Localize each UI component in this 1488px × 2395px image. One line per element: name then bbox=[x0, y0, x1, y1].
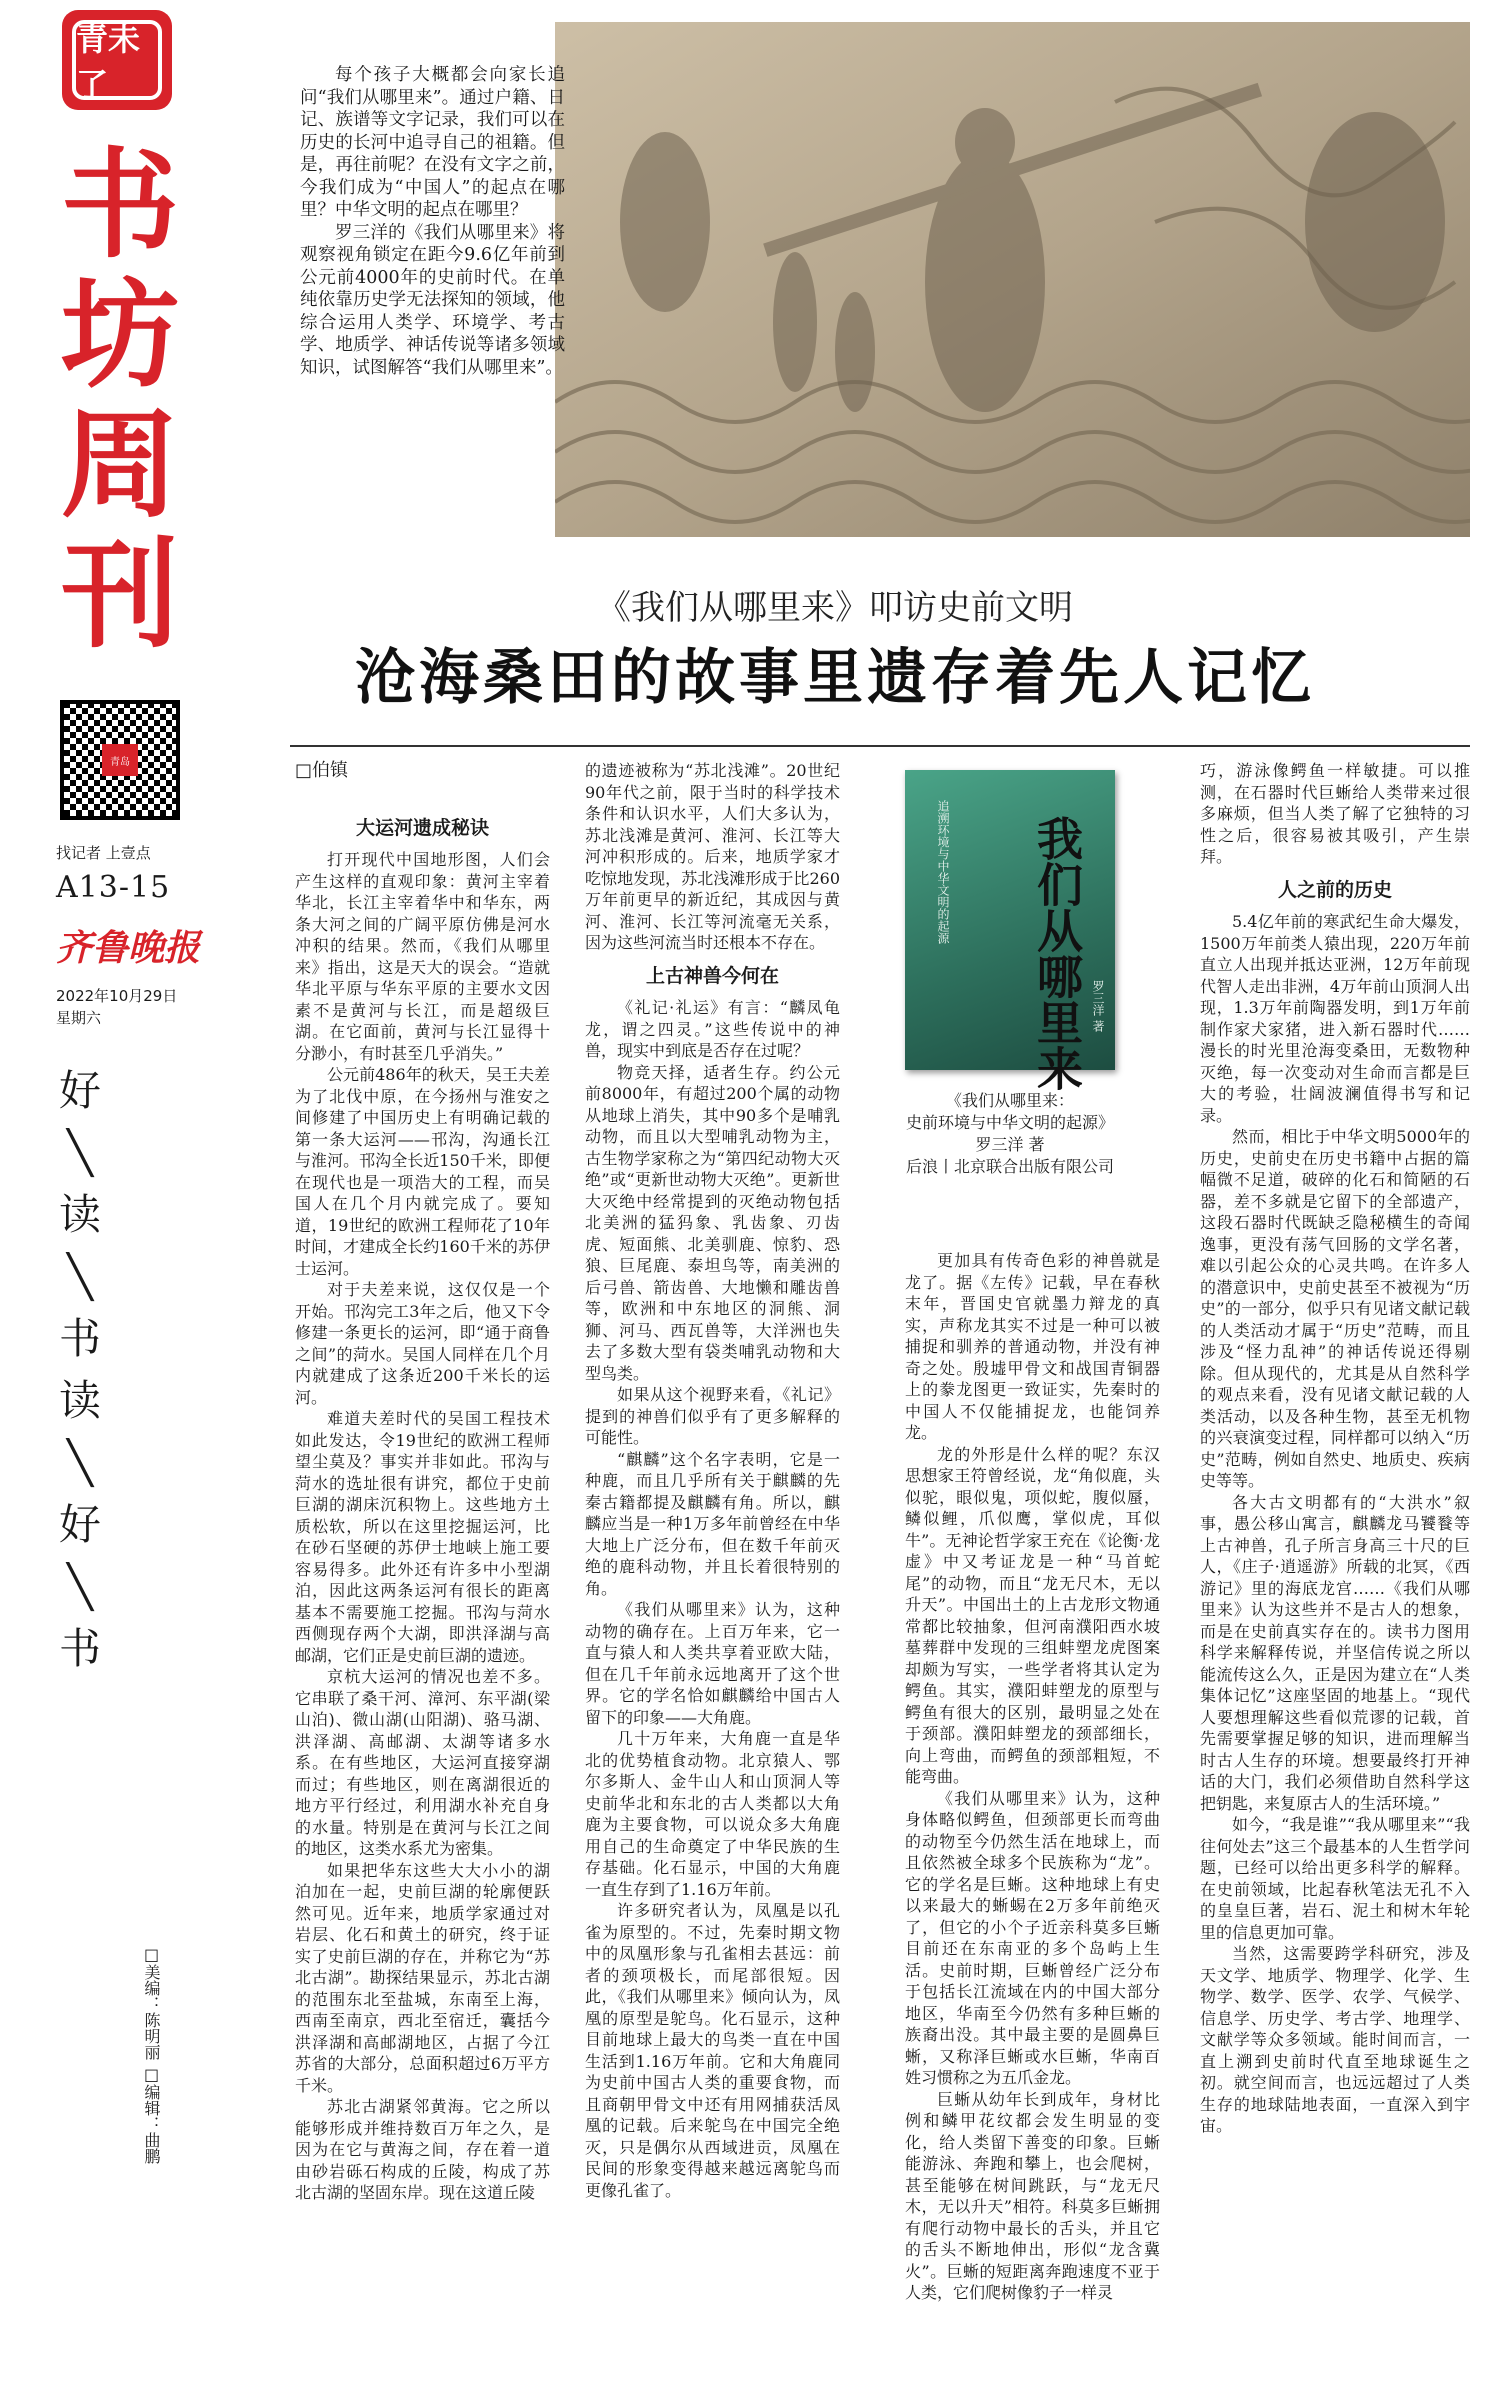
book-cover-subtitle: 追溯环境与中华文明的起源 bbox=[936, 800, 950, 944]
paragraph: 的遗迹被称为“苏北浅滩”。20世纪90年代之前，限于当时的科学技术条件和认识水平，人们大多认为，苏北浅滩是黄河、淮河、长江等大河冲积形成的。后来，地质学家才吃惊地发现，苏北浅滩形成于比260万年前更早的新近纪，其成因与黄河、淮河、长江等河流毫无关系，因为这些河流当时还根本不存在。 bbox=[585, 761, 840, 952]
title-char: 坊 bbox=[60, 266, 179, 404]
article-column-1 bbox=[295, 760, 550, 2204]
paragraph: 对于夫差来说，这仅仅是一个开始。邗沟完工3年之后，他又下令修建一条更长的运河，即“通于商鲁之间”的菏水。吴国人同样在几个月内就建成了这条近200千米长的运河。 bbox=[295, 1280, 550, 1407]
issue-weekday: 星期六 bbox=[56, 1009, 102, 1027]
book-cover-author: 罗三洋 著 bbox=[1091, 980, 1105, 1032]
qr-center-label: 青岛 bbox=[102, 744, 138, 776]
slogan: 好 ╲ 读 ╲ 书 读 ╲ 好 ╲ 书 bbox=[58, 1066, 101, 1673]
article-column-2 bbox=[585, 760, 840, 2201]
newspaper-name: 齐鲁晚报 bbox=[56, 927, 201, 969]
article-kicker: 《我们从哪里来》叩访史前文明 bbox=[597, 588, 1073, 628]
paragraph: 巨蜥从幼年长到成年，身材比例和鳞甲花纹都会发生明显的变化，给人类留下善变的印象。巨蜥能游泳、奔跑和攀上，也会爬树，甚至能够在树间跳跃，与“龙无尺木，无以升天”相符。科莫多巨蜥拥有爬行动物中最长的舌头，并且它的舌头不断地伸出，形似“龙含冀火”。巨蜥的短距离奔跑速度不亚于人类，它们爬树像豹子一样灵 bbox=[905, 2089, 1160, 2302]
paragraph: 龙的外形是什么样的呢？东汉思想家王符曾经说，龙“角似鹿，头似驼，眼似鬼，项似蛇，腹似蜃，鳞似鲤，爪似鹰，掌似虎，耳似牛”。无神论哲学家王充在《论衡·龙虚》中又考证龙是一种“马首蛇尾”的动物，而且“龙无尺木，无以升天”。中国出土的上古龙形文物通常都比较抽象，但河南濮阳西水坡墓葬群中发现的三组蚌塑龙虎图案却颇为写实，一些学者将其认定为鳄鱼。其实，濮阳蚌塑龙的原型与鳄鱼有很大的区别，最明显之处在于颈部。濮阳蚌塑龙的颈部细长，向上弯曲，而鳄鱼的颈部粗短，不能弯曲。 bbox=[905, 1444, 1160, 1786]
paragraph: 《我们从哪里来》认为，这种动物的确存在。上百万年来，它一直与猿人和人类共享着亚欧大陆，但在几千年前永远地离开了这个世界。它的学名恰如麒麟给中国古人留下的印象——大角鹿。 bbox=[585, 1600, 840, 1727]
title-char: 书 bbox=[60, 136, 179, 274]
paragraph: 5.4亿年前的寒武纪生命大爆发，1500万年前类人猿出现，220万年前直立人出现并抵达亚洲，12万年前现代智人走出非洲，4万年前山顶洞人出现，1.3万年前陶器发明，到1万年前制作家犬家猪，进入新石器时代……漫长的时光里沧海变桑田，无数物种灭绝，每一次变动对生命而言都是巨大的考验，壮阔波澜值得书写和记录。 bbox=[1200, 912, 1470, 1125]
section-heading: 上古神兽今何在 bbox=[645, 964, 779, 987]
paragraph: 各大古文明都有的“大洪水”叙事，愚公移山寓言，麒麟龙马饕餮等上古神兽，孔子所言身高三十尺的巨人，《庄子·逍遥游》所载的北冥，《西游记》里的海底龙宫……《我们从哪里来》认为这些并不是古人的想象，而是在史前真实存在的。读书力图用科学来解释传说，并坚信传说之所以能流传这么久，正是因为建立在“人类集体记忆”这座坚固的地基上。“现代人要想理解这些看似荒谬的记载，首先需要掌握足够的知识，进而理解当时古人生存的环境。想要最终打开神话的大门，我们必须借助自然科学这把钥匙，来复原古人的生活环境。” bbox=[1200, 1492, 1470, 1813]
paragraph: 物竞天择，适者生存。约公元前8000年，有超过200个属的动物从地球上消失，其中90多个是哺乳动物，而且以大型哺乳动物为主，古生物学家称之为“第四纪动物大灭绝”或“更新世动物大灭绝”。更新世大灭绝中经常提到的灭绝动物包括北美洲的猛犸象、乳齿象、刃齿虎、短面熊、北美驯鹿、惊豹、恐狼、巨尾鹿、泰坦鸟等，南美洲的后弓兽、箭齿兽、大地懒和雕齿兽等，欧洲和中东地区的洞熊、洞狮、河马、西瓦兽等，大洋洲也失去了多数大型有袋类哺乳动物和大型鸟类。 bbox=[585, 1062, 840, 1383]
scan-instruction: 找记者 上壹点 bbox=[56, 844, 151, 862]
book-cover-title: 我们从哪里来 bbox=[1030, 815, 1084, 1091]
book-caption: 《我们从哪里来： 史前环境与中华文明的起源》 罗三洋 著 后浪丨北京联合出版有限公司 bbox=[905, 1091, 1114, 1176]
paragraph: 然而，相比于中华文明5000年的历史，史前史在历史书籍中占据的篇幅微不足道，破碎的化石和简陋的石器，差不多就是它留下的全部遗产，这段石器时代既缺乏隐秘横生的奇闻逸事，更没有荡气回肠的文学名著，难以引起公众的心灵共鸣。在许多人的潜意识中，史前史甚至不被视为“历史”的一部分，似乎只有见诸文献记载的人类活动才属于“历史”范畴，而且涉及“怪力乱神”的神话传说还得剔除。但从现代的，尤其是从自然科学的观点来看，没有见诸文献记载的人类活动，以及各种生物，甚至无机物的兴衰演变过程，同样都可以纳入“历史”范畴，例如自然史、地质史、疾病史等等。 bbox=[1200, 1127, 1470, 1490]
paragraph: 公元前486年的秋天，吴王夫差为了北伐中原，在今扬州与淮安之间修建了中国历史上有明确记载的第一条大运河——邗沟，沟通长江与淮河。邗沟全长近150千米，即便在现代也是一项浩大的工程，而吴国人在几个月内就完成了。要知道，19世纪的欧洲工程师花了10年时间，才建成全长约160千米的苏伊士运河。 bbox=[295, 1065, 550, 1278]
stone-relief-image bbox=[555, 22, 1470, 537]
article-column-4 bbox=[1200, 760, 1470, 2137]
article-column-3 bbox=[905, 1250, 1160, 2304]
section-heading: 人之前的历史 bbox=[1277, 878, 1392, 901]
logo: 青未了 bbox=[72, 20, 162, 100]
paragraph: “麒麟”这个名字表明，它是一种鹿，而且几乎所有关于麒麟的先秦古籍都提及麒麟有角。所以，麒麟应当是一种1万多年前曾经在中华大地上广泛分布，但在数千年前灭绝的鹿科动物，并且长着很特别的角。 bbox=[585, 1449, 840, 1598]
intro-paragraph: 每个孩子大概都会向家长追问“我们从哪里来”。通过户籍、日记、族谱等文字记录，我们可以在历史的长河中追寻自己的祖籍。但是，再往前呢？在没有文字之前，今我们成为“中国人”的起点在哪里？中华文明的起点在哪里？ bbox=[300, 65, 565, 220]
issue-date: 2022年10月29日 bbox=[56, 987, 178, 1005]
paragraph: 如今，“我是谁”“我从哪里来”“我往何处去”这三个最基本的人生哲学问题，已经可以给出更多科学的解释。在史前领域，比起春秋笔法无孔不入的皇皇巨著，岩石、泥土和树木年轮里的信息更加可靠。 bbox=[1200, 1815, 1470, 1942]
byline: □伯镇 bbox=[295, 760, 349, 781]
paragraph: 苏北古湖紧邻黄海。它之所以能够形成并维持数百万年之久，是因为在它与黄海之间，存在着一道由砂岩砾石构成的丘陵，构成了苏北古湖的坚固东岸。现在这道丘陵 bbox=[295, 2097, 550, 2202]
title-char: 刊 bbox=[60, 526, 179, 664]
paragraph: 许多研究者认为，凤凰是以孔雀为原型的。不过，先秦时期文物中的凤凰形象与孔雀相去甚远：前者的颈项极长，而尾部很短。因此，《我们从哪里来》倾向认为，凤凰的原型是鸵鸟。化石显示，这种目前地球上最大的鸟类一直在中国生活到1.16万年前。它和大角鹿同为史前中国古人类的重要食物，而且商朝甲骨文中还有用网捕获活凤凰的记载。后来鸵鸟在中国完全绝灭，只是偶尔从西域进贡，凤凰在民间的形象变得越来越远离鸵鸟而更像孔雀了。 bbox=[585, 1901, 840, 2200]
paragraph: 当然，这需要跨学科研究，涉及天文学、地质学、物理学、化学、生物学、数学、医学、农学、气候学、信息学、历史学、考古学、地理学、文献学等众多领域。能时间而言，一直上溯到史前时代直至地球诞生之初。就空间而言，也远远超过了人类生存的地球陆地表面，一直深入到宇宙。 bbox=[1200, 1944, 1470, 2135]
section-heading: 大运河遗成秘诀 bbox=[355, 816, 489, 839]
paragraph: 巧，游泳像鳄鱼一样敏捷。可以推测，在石器时代巨蜥给人类带来过很多麻烦，但当人类了解了它独特的习性之后，很容易被其吸引，产生崇拜。 bbox=[1200, 761, 1470, 866]
paragraph: 难道夫差时代的吴国工程技术如此发达，令19世纪的欧洲工程师望尘莫及？事实并非如此。邗沟与菏水的选址很有讲究，都位于史前巨湖的湖床沉积物上。这些地方土质松软，所以在这里挖掘运河，比在砂石坚硬的苏伊士地峡上施工要容易得多。此外还有许多中小型湖泊，因此这两条运河有很长的距离基本不需要施工挖掘。邗沟与菏水西侧现存两个大湖，即洪泽湖与高邮湖，它们正是史前巨湖的遗迹。 bbox=[295, 1409, 550, 1665]
paragraph: 《我们从哪里来》认为，这种身体略似鳄鱼，但颈部更长而弯曲的动物至今仍然生活在地球上，而且依然被全球多个民族称为“龙”。它的学名是巨蜥。这种地球上有史以来最大的蜥蜴在2万多年前绝灭了，但它的小个子近亲科莫多巨蜥目前还在东南亚的多个岛屿上生活。史前时期，巨蜥曾经广泛分布于包括长江流域在内的中国大部分地区，华南至今仍然有多种巨蜥的族裔出没。其中最主要的是圆鼻巨蜥，又称泽巨蜥或水巨蜥，华南百姓习惯称之为五爪金龙。 bbox=[905, 1788, 1160, 2087]
divider bbox=[290, 745, 1470, 747]
paragraph: 更加具有传奇色彩的神兽就是龙了。据《左传》记载，早在春秋末年，晋国史官就墨力辩龙的真实，声称龙其实不过是一种可以被捕捉和驯养的普通动物，并没有神奇之处。殷墟甲骨文和战国青铜器上的豢龙图更一致证实，先秦时的中国人不仅能捕捉龙，也能饲养龙。 bbox=[905, 1251, 1160, 1442]
paragraph: 如果从这个视野来看，《礼记》提到的神兽们似乎有了更多解释的可能性。 bbox=[585, 1385, 840, 1447]
section-title bbox=[50, 136, 190, 664]
paragraph: 如果把华东这些大大小小的湖泊加在一起，史前巨湖的轮廓便跃然可见。近年来，地质学家通过对岩层、化石和黄土的研究，终于证实了史前巨湖的存在，并称它为“苏北古湖”。勘探结果显示，苏北古湖的范围东北至盐城，东南至上海，西南至南京，西北至宿迁，囊括今洪泽湖和高邮湖地区，占据了今江苏省的大部分，总面积超过6万平方千米。 bbox=[295, 1860, 550, 2095]
title-char: 周 bbox=[60, 396, 179, 534]
page-range: A13-15 bbox=[56, 870, 171, 905]
article-headline: 沧海桑田的故事里遗存着先人记忆 bbox=[355, 643, 1315, 713]
paragraph: 《礼记·礼运》有言：“麟凤龟龙，谓之四灵。”这些传说中的神兽，现实中到底是否存在过呢？ bbox=[585, 998, 840, 1060]
editor-credits: □美编：陈明丽 □编辑：曲鹏 bbox=[142, 1945, 161, 2165]
paragraph: 几十万年来，大角鹿一直是华北的优势植食动物。北京猿人、鄂尔多斯人、金牛山人和山顶洞人等史前华北和东北的古人类都以大角鹿为主要食物，可以说众多大角鹿用自己的生命奠定了中华民族的生存基础。化石显示，中国的大角鹿一直生存到了1.16万年前。 bbox=[585, 1729, 840, 1899]
intro-paragraph: 罗三洋的《我们从哪里来》将观察视角锁定在距今9.6亿年前到公元前4000年的史前时代。在单纯依靠历史学无法探知的领域，他综合运用人类学、环境学、考古学、地质学、神话传说等诸多领域知识，试图解答“我们从哪里来”。 bbox=[300, 222, 565, 378]
paragraph: 京杭大运河的情况也差不多。它串联了桑干河、漳河、东平湖(梁山泊)、微山湖(山阳湖)、骆马湖、洪泽湖、高邮湖、太湖等诸多水系。在有些地区，大运河直接穿湖而过；有些地区，则在离湖很近的地方平行经过，利用湖水补充自身的水量。特别是在黄河与长江之间的地区，这类水系尤为密集。 bbox=[295, 1667, 550, 1858]
intro-text bbox=[300, 64, 565, 379]
paragraph: 打开现代中国地形图，人们会产生这样的直观印象：黄河主宰着华北，长江主宰着华中和华东，两条大河之间的广阔平原仿佛是河水冲积的结果。然而，《我们从哪里来》指出，这是天大的误会。“造就华北平原与华东平原的主要水文因素不是黄河与长江，而是超级巨湖。在它面前，黄河与长江显得十分渺小，有时甚至几乎消失。” bbox=[295, 850, 550, 1063]
